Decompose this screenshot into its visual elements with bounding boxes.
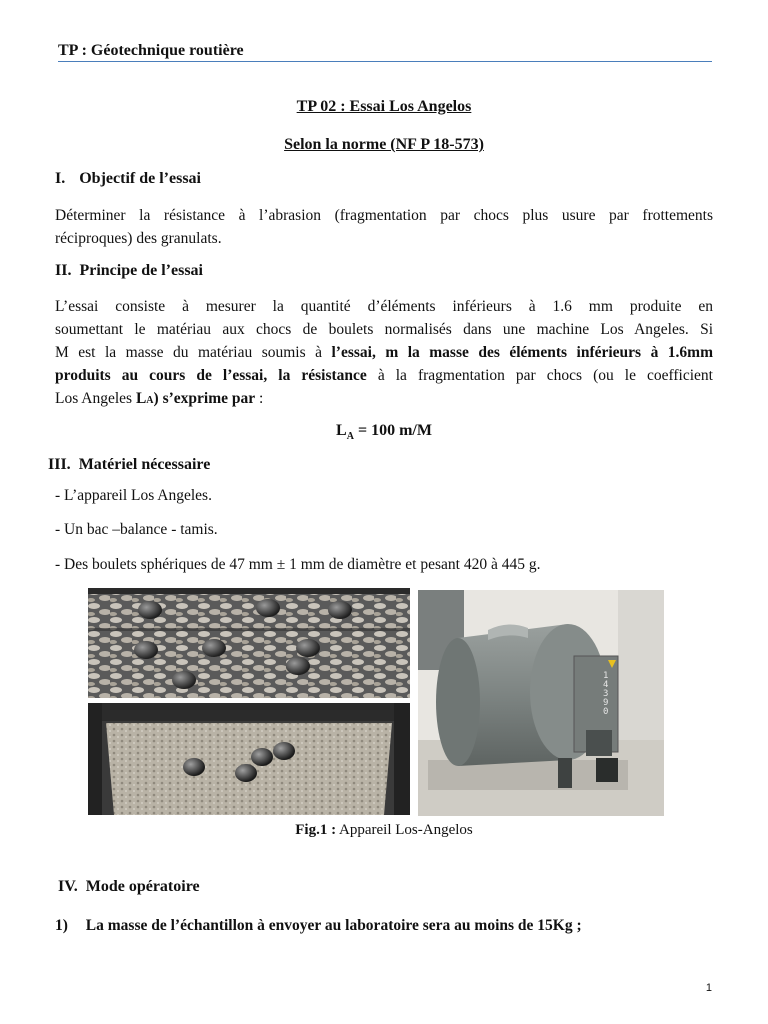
page-subtitle: Selon la norme (NF P 18-573) (284, 136, 484, 153)
mode-step-1 (55, 917, 582, 935)
los-angeles-machine-image (418, 590, 664, 816)
principe-line-1: L’essai consiste à mesurer la quantité d’éléments inférieurs à 1.6 mm produite en (55, 298, 713, 315)
aggregate-balls-image-bottom (88, 703, 410, 815)
principe-line-2: soumettant le matériau aux chocs de boulets normalisés dans une machine Los Angeles. Si (55, 321, 713, 338)
principe-line-5f: : (255, 390, 264, 407)
principe-line-3a: M est la masse du matériau soumis à (55, 344, 332, 361)
aggregate-balls-image-top (88, 588, 410, 698)
photo-drum-bottom (88, 703, 410, 815)
figure-caption-text: Appareil Los-Angelos (336, 822, 473, 838)
principe-line-3 (55, 341, 713, 364)
header-rule (58, 61, 712, 62)
figure-caption-label: Fig.1 : (295, 822, 337, 838)
principe-line-5b: L (135, 390, 147, 407)
section-4-title: Mode opératoire (85, 878, 200, 895)
principe-paragraph (55, 295, 713, 412)
principe-line-4b: à la fragmentation par chocs (ou le coefficient (366, 367, 713, 384)
photo-drum-top (88, 588, 410, 698)
formula (0, 422, 768, 442)
formula-lhs: L (336, 422, 347, 439)
principe-line-4 (55, 364, 713, 387)
objectif-line-2: réciproques) des granulats. (55, 230, 222, 247)
principe-line-5a: Los Angeles (55, 390, 136, 407)
principe-line-4a: produits au cours de l’essai, la résistance (55, 367, 367, 384)
section-1-heading (55, 170, 201, 188)
materiel-item-1: - L’appareil Los Angeles. (55, 487, 212, 504)
section-4-number: IV. (58, 878, 78, 895)
principe-line-5e: s’exprime par (158, 390, 256, 407)
section-3-number: III. (48, 456, 71, 473)
materiel-item-2: - Un bac –balance - tamis. (55, 521, 218, 538)
machine-number-label: 14390 (603, 671, 609, 717)
section-2-number: II. (55, 262, 72, 279)
section-3-heading (48, 456, 210, 474)
formula-sub: A (346, 431, 354, 443)
principe-line-3b: l’essai, m la masse des éléments inférieurs à 1.6mm (331, 344, 714, 361)
principe-line-5c: A (146, 395, 154, 406)
photo-los-angeles-machine (418, 590, 664, 816)
principe-line-5 (55, 387, 713, 412)
formula-rhs: = 100 m/M (353, 422, 432, 439)
mode-step-1-text: La masse de l’échantillon à envoyer au laboratoire sera au moins de 15Kg ; (85, 917, 582, 934)
figure-caption (0, 822, 768, 839)
section-4-heading (58, 878, 200, 896)
principe-line-5d: ) (153, 390, 159, 407)
section-2-heading (55, 262, 203, 280)
section-1-title: Objectif de l’essai (79, 170, 201, 187)
materiel-item-3: - Des boulets sphériques de 47 mm ± 1 mm de diamètre et pesant 420 à 445 g. (55, 556, 541, 573)
section-3-title: Matériel nécessaire (78, 456, 211, 473)
page-title: TP 02 : Essai Los Angelos (296, 98, 472, 115)
mode-step-1-number: 1) (55, 917, 68, 934)
section-1-number: I. (55, 170, 66, 187)
objectif-line-1: Déterminer la résistance à l’abrasion (fragmentation par chocs plus usure par frottements (55, 207, 713, 224)
page-header: TP : Géotechnique routière (58, 42, 244, 59)
objectif-paragraph (55, 204, 713, 250)
page-number: 1 (705, 982, 712, 994)
section-2-title: Principe de l’essai (79, 262, 203, 279)
